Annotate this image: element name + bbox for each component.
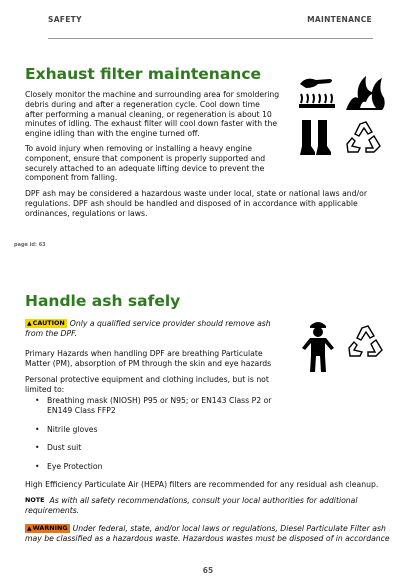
page-number: 65 (202, 566, 214, 575)
page-id-label: page id: 63 (14, 242, 46, 248)
list-item: • Nitrile gloves (25, 425, 285, 435)
caution-paragraph (25, 319, 280, 339)
list-item: • Dust suit (25, 443, 285, 453)
hot-surface-icon (296, 74, 338, 110)
fire-icon (344, 72, 388, 112)
section-title-exhaust-filter: Exhaust filter maintenance (25, 65, 262, 83)
header-divider (48, 38, 373, 39)
exhaust-para-3: DPF ash may be considered a hazardous waste under local, state or national laws and/or regulations. DPF ash should be handled and disposed of in accordance with applicable ordinances, regulations or laws. (25, 189, 367, 218)
list-item: • Breathing mask (NIOSH) P95 or N95; or EN143 Class P2 or EN149 Class FFP2 (25, 396, 285, 416)
exhaust-para-2: To avoid injury when removing or installing a heavy engine component, ensure that component is properly supported and securely attached to an adequate lifting device to prevent the component from falling. (25, 144, 266, 183)
header-section-label: SAFETY (48, 15, 82, 24)
caution-badge: ▲CAUTION (27, 319, 65, 327)
warning-badge: ▲WARNING (27, 524, 68, 532)
exhaust-para-1: Closely monitor the machine and surrounding area for smoldering debris during and after a regeneration cycle. Cool down time after performing a manual cleaning, or regeneration is about 10 minutes of idling. The exhaust filter will cool down faster with the engine idling than with the engine turned off. (25, 90, 280, 139)
note-paragraph (25, 496, 395, 516)
protective-worker-icon (296, 318, 340, 374)
protective-boots-icon (298, 118, 334, 156)
caution-text: Only a qualified service provider should remove ash from the DPF. (25, 319, 271, 338)
note-text: As with all safety recommendations, consult your local authorities for additional requirements. (25, 496, 358, 515)
ppe-intro-paragraph: Personal protective equipment and clothing includes, but is not limited to: (25, 375, 269, 394)
header-chapter-label: MAINTENANCE (307, 15, 372, 24)
list-item: • Eye Protection (25, 462, 285, 472)
recycle-icon (346, 322, 386, 360)
section-title-handle-ash: Handle ash safely (25, 292, 181, 310)
hazards-paragraph: Primary Hazards when handling DPF are breathing Particulate Matter (PM), absorption of PM through the skin and eye hazards (25, 349, 272, 368)
warning-paragraph (25, 524, 395, 544)
ppe-list (25, 396, 285, 481)
note-label: NOTE (25, 496, 45, 504)
recycle-icon (344, 118, 384, 156)
hepa-paragraph: High Efficiency Particulate Air (HEPA) filters are recommended for any residual ash cleanup. (25, 480, 379, 489)
warning-text: Under federal, state, and/or local laws or regulations, Diesel Particulate Filter ash may be classified as a hazardous waste. Hazardous wastes must be disposed of in accordance (25, 524, 390, 543)
